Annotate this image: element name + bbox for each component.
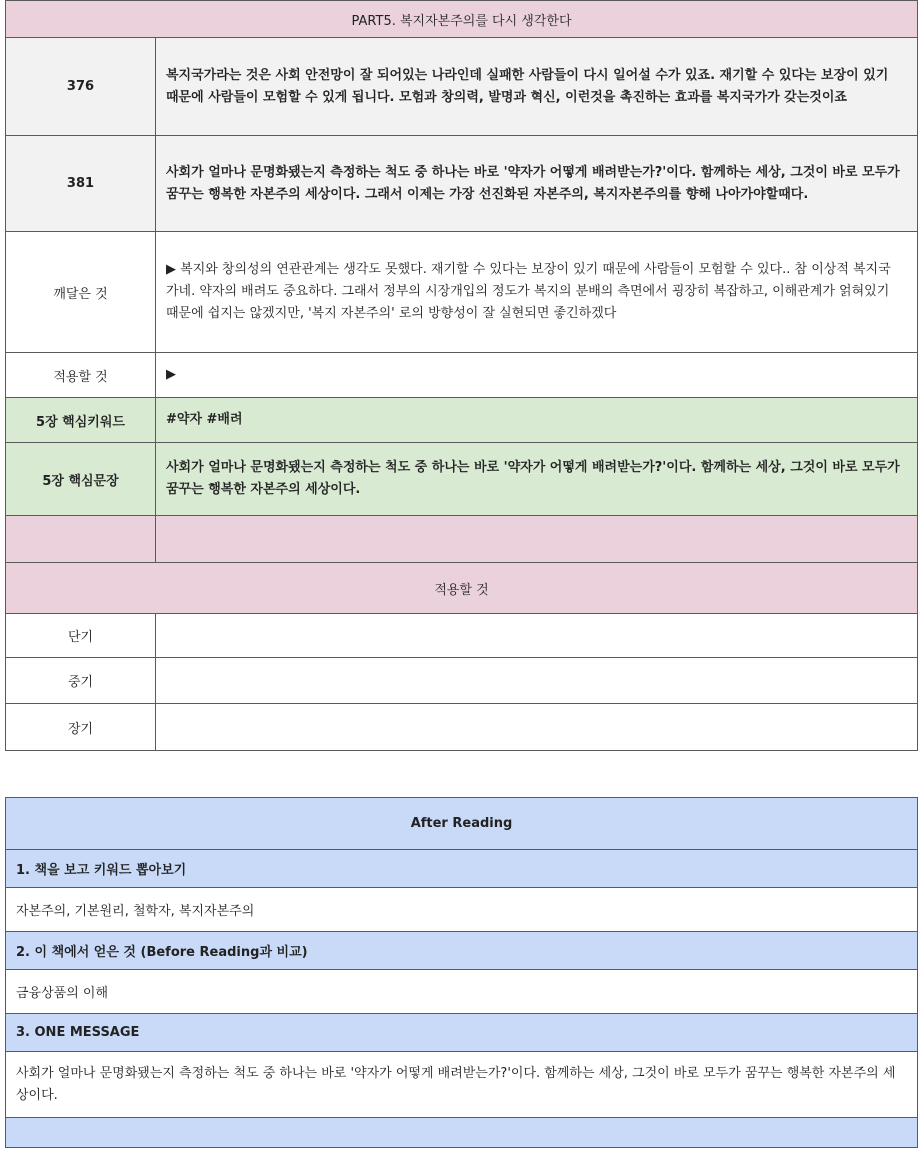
row-text: #약자 #배려 (156, 398, 918, 443)
after-reading-title: After Reading (6, 798, 918, 850)
row-label: 단기 (6, 614, 156, 658)
row-text: 사회가 얼마나 문명화됐는지 측정하는 척도 중 하나는 바로 '약자가 어떻게 배려받는가?'이다. 함께하는 세상, 그것이 바로 모두가 꿈꾸는 행복한 자본주의 세상이다. (156, 443, 918, 516)
table-row (6, 398, 918, 443)
part-title (6, 1, 918, 38)
row-label: 장기 (6, 704, 156, 751)
question-3: 3. ONE MESSAGE (6, 1014, 918, 1052)
row-label: 깨달은 것 (6, 232, 156, 353)
row-label: 중기 (6, 658, 156, 704)
table-row (6, 614, 918, 658)
table-row (6, 232, 918, 353)
answer-1: 자본주의, 기본원리, 철학자, 복지자본주의 (6, 888, 918, 932)
row-text (156, 658, 918, 704)
question-2: 2. 이 책에서 얻은 것 (Before Reading과 비교) (6, 932, 918, 970)
table-row (6, 658, 918, 704)
row-text: 복지국가라는 것은 사회 안전망이 잘 되어있는 나라인데 실패한 사람들이 다시 일어설 수가 있죠. 재기할 수 있다는 보장이 있기 때문에 사람들이 모험할 수 있게 됩니다. 모험과 창의력, 발명과 혁신, 이런것을 촉진하는 효과를 복지국가가 갖는것이죠 (156, 38, 918, 136)
table-row (6, 136, 918, 232)
row-text: ▶ (156, 353, 918, 398)
row-label: 376 (6, 38, 156, 136)
answer-2: 금융상품의 이해 (6, 970, 918, 1014)
apply-header: 적용할 것 (6, 563, 918, 614)
after-reading-table (5, 797, 918, 1148)
row-label: 5장 핵심키워드 (6, 398, 156, 443)
table-row (6, 353, 918, 398)
table-row (6, 704, 918, 751)
row-label: 5장 핵심문장 (6, 443, 156, 516)
row-label: 381 (6, 136, 156, 232)
table-row (6, 38, 918, 136)
row-text: 사회가 얼마나 문명화됐는지 측정하는 척도 중 하나는 바로 '약자가 어떻게 배려받는가?'이다. 함께하는 세상, 그것이 바로 모두가 꿈꾸는 행복한 자본주의 세상이다. 그래서 이제는 가장 선진화된 자본주의, 복지자본주의를 향해 나아가야할때다. (156, 136, 918, 232)
table-row (6, 443, 918, 516)
row-text: ▶ 복지와 창의성의 연관관계는 생각도 못했다. 재기할 수 있다는 보장이 있기 때문에 사람들이 모험할 수 있다.. 참 이상적 복지국가네. 약자의 배려도 중요하다. 그래서 정부의 시장개입의 정도가 복지의 분배의 측면에서 굉장히 복잡하고, 이해관계가 얽혀있기 때문에 쉽지는 않겠지만, '복지 자본주의' 로의 방향성이 잘 실현되면 좋긴하겠다 (156, 232, 918, 353)
table-row-empty (6, 516, 918, 563)
part5-table (5, 0, 918, 751)
part-title-text: PART5. 복지자본주의를 다시 생각한다 (351, 13, 572, 29)
row-text (156, 614, 918, 658)
row-text (156, 704, 918, 751)
row-label: 적용할 것 (6, 353, 156, 398)
answer-3: 사회가 얼마나 문명화됐는지 측정하는 척도 중 하나는 바로 '약자가 어떻게 배려받는가?'이다. 함께하는 세상, 그것이 바로 모두가 꿈꾸는 행복한 자본주의 세상이다. (6, 1052, 918, 1118)
question-1: 1. 책을 보고 키워드 뽑아보기 (6, 850, 918, 888)
